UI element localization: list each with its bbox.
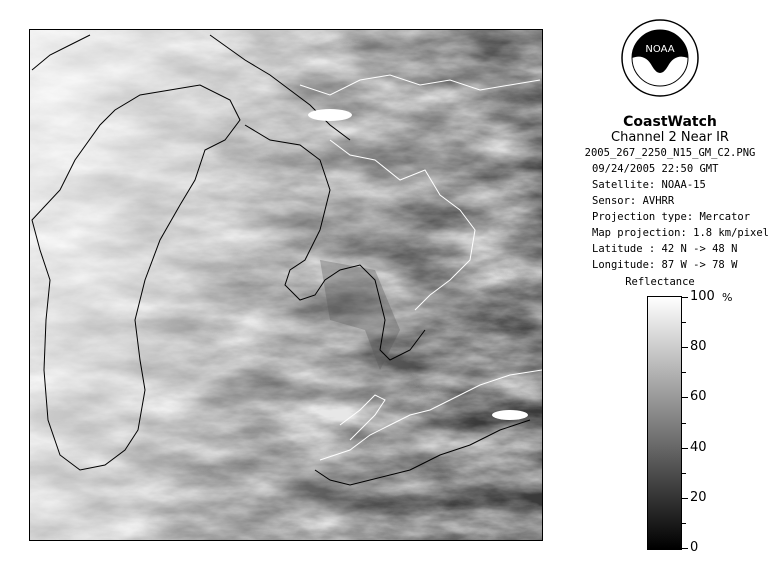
colorbar-tick-label: 80 — [690, 339, 707, 355]
colorbar-tick — [682, 548, 688, 549]
colorbar-minor-tick — [682, 322, 686, 323]
colorbar-tick-label: 100 — [690, 289, 715, 304]
colorbar-tick-label: 40 — [690, 439, 707, 455]
colorbar-minor-tick — [682, 423, 686, 424]
colorbar-tick-label: 0 — [690, 540, 699, 555]
product-title: CoastWatch — [623, 114, 717, 130]
colorbar-tick — [682, 347, 688, 348]
map-projection: Map projection: 1.8 km/pixel — [592, 227, 770, 239]
bright-patch — [308, 109, 352, 121]
colorbar-unit: % — [722, 291, 733, 304]
latitude-range: Latitude : 42 N -> 48 N — [592, 243, 738, 255]
logo-text: NOAA — [645, 44, 675, 55]
colorbar-label: Reflectance — [625, 276, 695, 288]
colorbar-minor-tick — [682, 473, 686, 474]
colorbar-tick — [682, 297, 688, 298]
satellite-info: Satellite: NOAA-15 — [592, 179, 706, 191]
projection-type: Projection type: Mercator — [592, 211, 751, 223]
filename: 2005_267_2250_N15_GM_C2.PNG — [584, 147, 756, 159]
colorbar-tick — [682, 498, 688, 499]
colorbar-tick-label: 60 — [690, 389, 707, 405]
bright-patch — [492, 410, 528, 420]
colorbar-tick-label: 20 — [690, 489, 707, 505]
sensor-info: Sensor: AVHRR — [592, 195, 675, 207]
colorbar-tick — [682, 448, 688, 449]
satellite-map — [29, 29, 543, 541]
datetime: 09/24/2005 22:50 GMT — [592, 163, 719, 175]
colorbar-minor-tick — [682, 523, 686, 524]
colorbar-minor-tick — [682, 372, 686, 373]
channel-subtitle: Channel 2 Near IR — [611, 130, 729, 145]
reflectance-colorbar — [647, 296, 682, 550]
colorbar-tick — [682, 397, 688, 398]
noaa-logo — [620, 18, 700, 98]
longitude-range: Longitude: 87 W -> 78 W — [592, 259, 738, 271]
map-canvas — [30, 30, 542, 540]
